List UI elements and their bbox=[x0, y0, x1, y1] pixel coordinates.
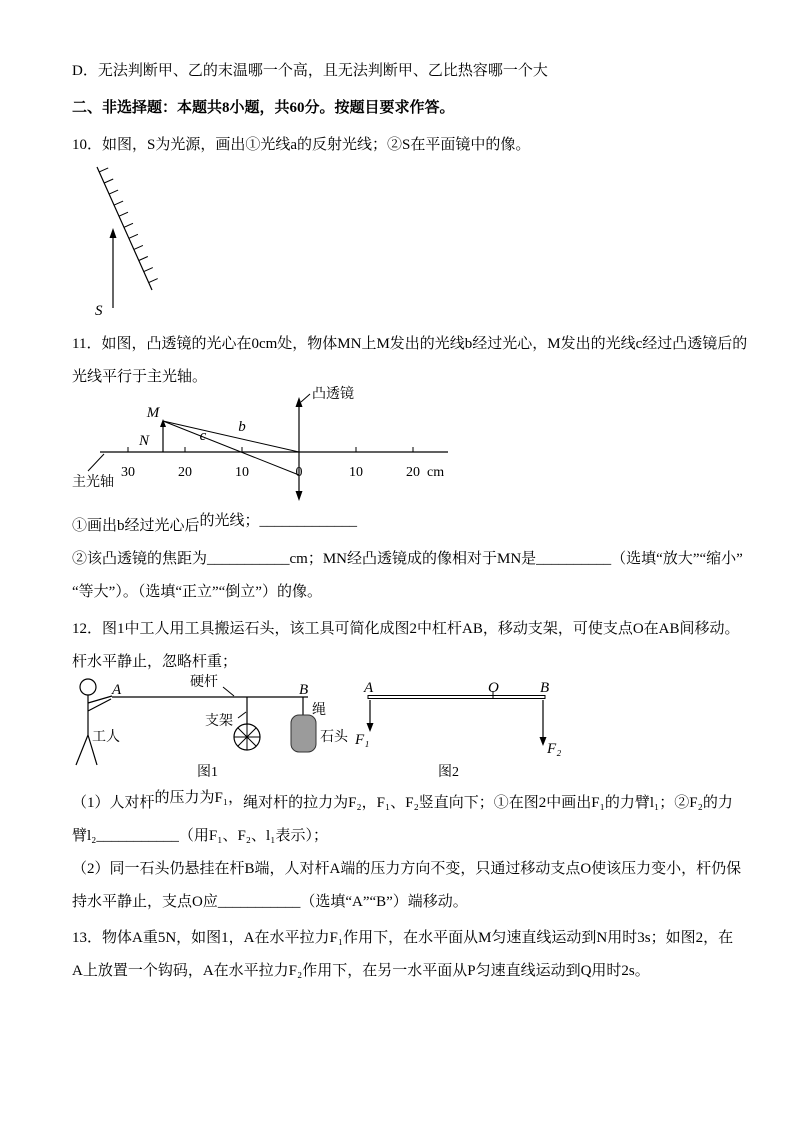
question-12-stem-line2: 杆水平静止，忽略杆重； bbox=[72, 654, 238, 670]
question-10-stem: 10．如图，S为光源，画出①光线a的反射光线；②S在平面镜中的像。 bbox=[72, 137, 531, 153]
q11-sub2-line2: “等大”）。（选填“正立”“倒立”）的像。 bbox=[72, 584, 322, 600]
rod-label-leader bbox=[223, 687, 234, 696]
question-13-line1: 13．物体A重5N，如图1，A在水平拉力F₁作用下，在水平面从M匀速直线运动到N用时3s；如图2，在 bbox=[72, 930, 734, 946]
lever-rod-fig2 bbox=[368, 696, 545, 699]
mirror-hatching bbox=[99, 168, 158, 283]
q11-lens-figure bbox=[70, 384, 460, 510]
lens-bottom-arrowhead-icon bbox=[296, 491, 303, 501]
support-label-leader bbox=[238, 712, 246, 718]
section-heading: 二、非选择题：本题共8小题，共60分。按题目要求作答。 bbox=[72, 100, 455, 116]
q11-sub2-line1: ②该凸透镜的焦距为___________cm；MN经凸透镜成的像相对于MN是__________（选填“放大”“缩小” bbox=[72, 551, 743, 567]
fulcrum-o-label: O bbox=[488, 680, 499, 696]
q11-sub1-text: ①画出b经过光心后 bbox=[72, 518, 200, 534]
tick-label-0: 0 bbox=[295, 465, 303, 480]
point-a-fig2: A bbox=[364, 680, 374, 696]
rope-label: 绳 bbox=[312, 703, 326, 718]
support-label: 支架 bbox=[205, 714, 233, 729]
question-11-stem-line1: 11．如图，凸透镜的光心在0cm处，物体MN上M发出的光线b经过光心，M发出的光线c经过凸透镜后的 bbox=[72, 336, 748, 352]
worker-stick-figure bbox=[76, 679, 112, 765]
axis-tick-marks bbox=[128, 447, 413, 452]
rod-label: 硬杆 bbox=[190, 675, 218, 690]
point-b-fig2: B bbox=[540, 680, 550, 696]
point-b-fig1: B bbox=[299, 682, 309, 698]
question-13-stem bbox=[72, 922, 734, 988]
q12-sub2-line1: （2）同一石头仍悬挂在杆B端，人对杆A端的压力方向不变，只通过移动支点O使该压力变小，杆仍保 bbox=[72, 861, 742, 877]
ray-b bbox=[163, 421, 299, 452]
object-arrowhead-icon bbox=[160, 419, 166, 427]
fig1-caption: 图1 bbox=[197, 765, 218, 780]
force-f1-label: F₁ bbox=[355, 732, 370, 748]
q10-mirror-figure bbox=[85, 162, 225, 320]
point-a-fig1: A bbox=[112, 682, 122, 698]
question-12-stem-line1: 12．图1中工人用工具搬运石头，该工具可简化成图2中杠杆AB，移动支架，可使支点O在AB间移动。 bbox=[72, 621, 740, 637]
q12-subquestion-2 bbox=[72, 853, 742, 919]
worker-head bbox=[80, 679, 96, 695]
tick-label-20-right: 20 bbox=[406, 465, 420, 480]
tick-label-30: 30 bbox=[121, 465, 135, 480]
light-source-label: S bbox=[95, 303, 103, 319]
q12-sub2-line2: 持水平静止，支点O应___________（选填“A”“B”）端移动。 bbox=[72, 894, 468, 910]
stone-shape bbox=[291, 715, 316, 752]
tick-label-10-right: 10 bbox=[349, 465, 363, 480]
force-f2-label: F₂ bbox=[547, 741, 562, 757]
q12-subquestion-1 bbox=[72, 787, 733, 853]
tick-label-10-left: 10 bbox=[235, 465, 249, 480]
q12-lever-figure bbox=[60, 667, 580, 787]
stone-label: 石头 bbox=[320, 730, 348, 745]
q12-sub1-rest: 绳对杆的拉力为F₂，F₁、F₂竖直向下；①在图2中画出F₁的力臂l₁；②F₂的力 bbox=[243, 795, 733, 811]
tick-label-20-left: 20 bbox=[178, 465, 192, 480]
q12-sub1-line1 bbox=[72, 787, 733, 820]
unit-label: cm bbox=[427, 465, 445, 480]
lens-label-leader bbox=[301, 394, 310, 402]
ray-arrowhead-icon bbox=[110, 228, 117, 238]
point-m-label: M bbox=[146, 405, 160, 421]
principal-axis-label: 主光轴 bbox=[72, 475, 114, 490]
q11-sub1-raised-text: 的光线；_____________ bbox=[199, 513, 358, 529]
axis-label-leader bbox=[88, 454, 104, 471]
q12-sub1-pre: （1）人对杆 bbox=[72, 795, 155, 811]
f2-arrowhead-icon bbox=[540, 737, 547, 746]
mirror-line bbox=[97, 167, 152, 290]
q12-sub1-line2: 臂l₂___________（用F₁、F₂、l₁表示）； bbox=[72, 828, 328, 844]
option-d-text: D．无法判断甲、乙的末温哪一个高，且无法判断甲、乙比热容哪一个大 bbox=[72, 63, 548, 79]
lens-label: 凸透镜 bbox=[312, 387, 354, 402]
fig2-caption: 图2 bbox=[438, 765, 459, 780]
question-11-stem-line2: 光线平行于主光轴。 bbox=[72, 369, 208, 385]
point-n-label: N bbox=[138, 433, 150, 449]
question-13-line2: A上放置一个钩码，A在水平拉力F₂作用下，在另一水平面从P匀速直线运动到Q用时2s。 bbox=[72, 963, 650, 979]
ray-c-label: c bbox=[199, 428, 207, 444]
worker-label: 工人 bbox=[92, 730, 120, 745]
q12-sub1-raised-text: 的压力为F₁， bbox=[154, 790, 244, 806]
q11-subquestion-1 bbox=[72, 510, 724, 543]
f1-arrowhead-icon bbox=[367, 723, 374, 732]
q11-subquestion-2 bbox=[72, 543, 743, 609]
ray-b-label: b bbox=[238, 419, 246, 435]
